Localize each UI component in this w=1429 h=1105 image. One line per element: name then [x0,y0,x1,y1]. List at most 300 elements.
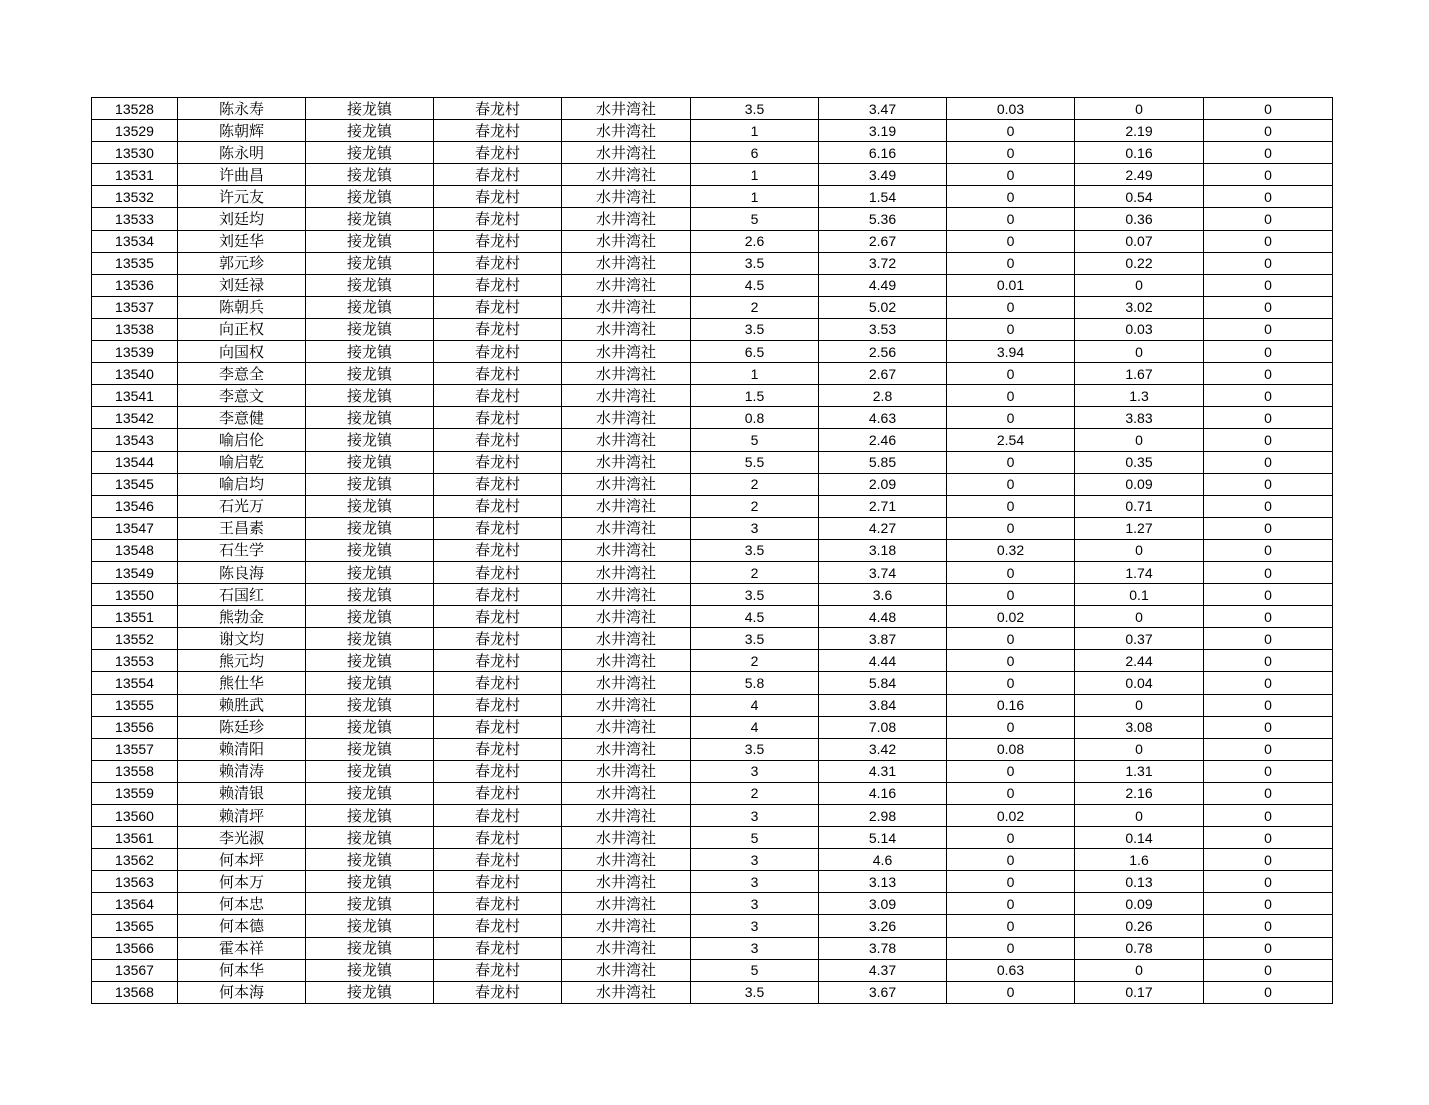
id-cell: 13557 [92,738,178,760]
value-c-cell: 0 [947,628,1075,650]
id-cell: 13550 [92,584,178,606]
id-cell: 13541 [92,385,178,407]
village-cell: 春龙村 [434,672,562,694]
group-cell: 水井湾社 [562,341,691,363]
village-cell: 春龙村 [434,539,562,561]
village-cell: 春龙村 [434,827,562,849]
data-table [91,97,1333,1004]
value-a-cell: 4.5 [691,606,819,628]
value-b-cell: 3.78 [819,937,947,959]
village-cell: 春龙村 [434,694,562,716]
value-b-cell: 3.49 [819,164,947,186]
name-cell: 王昌素 [178,517,306,539]
name-cell: 何本坪 [178,849,306,871]
group-cell: 水井湾社 [562,561,691,583]
id-cell: 13567 [92,959,178,981]
town-cell: 接龙镇 [306,738,434,760]
value-d-cell: 1.3 [1075,385,1204,407]
table-row [92,959,1333,981]
village-cell: 春龙村 [434,142,562,164]
id-cell: 13555 [92,694,178,716]
id-cell: 13564 [92,893,178,915]
table-row [92,429,1333,451]
value-e-cell: 0 [1204,230,1333,252]
group-cell: 水井湾社 [562,230,691,252]
village-cell: 春龙村 [434,385,562,407]
value-e-cell: 0 [1204,429,1333,451]
town-cell: 接龙镇 [306,694,434,716]
value-c-cell: 0.02 [947,805,1075,827]
town-cell: 接龙镇 [306,650,434,672]
value-a-cell: 4 [691,694,819,716]
table-row [92,495,1333,517]
group-cell: 水井湾社 [562,849,691,871]
name-cell: 喻启伦 [178,429,306,451]
name-cell: 陈良海 [178,561,306,583]
group-cell: 水井湾社 [562,517,691,539]
value-b-cell: 4.16 [819,782,947,804]
value-a-cell: 3.5 [691,584,819,606]
value-d-cell: 3.02 [1075,296,1204,318]
name-cell: 谢文均 [178,628,306,650]
table-row [92,230,1333,252]
value-d-cell: 0.16 [1075,142,1204,164]
group-cell: 水井湾社 [562,539,691,561]
value-b-cell: 2.67 [819,230,947,252]
value-a-cell: 1 [691,363,819,385]
value-c-cell: 0 [947,451,1075,473]
id-cell: 13561 [92,827,178,849]
value-a-cell: 3.5 [691,252,819,274]
value-a-cell: 3 [691,871,819,893]
value-d-cell: 0.71 [1075,495,1204,517]
town-cell: 接龙镇 [306,230,434,252]
value-a-cell: 1 [691,186,819,208]
value-e-cell: 0 [1204,716,1333,738]
value-d-cell: 0.09 [1075,893,1204,915]
village-cell: 春龙村 [434,650,562,672]
village-cell: 春龙村 [434,407,562,429]
name-cell: 何本万 [178,871,306,893]
value-c-cell: 0 [947,871,1075,893]
value-b-cell: 5.36 [819,208,947,230]
value-b-cell: 3.67 [819,981,947,1003]
value-d-cell: 0.17 [1075,981,1204,1003]
value-c-cell: 0.08 [947,738,1075,760]
value-d-cell: 0.37 [1075,628,1204,650]
group-cell: 水井湾社 [562,385,691,407]
value-c-cell: 0 [947,296,1075,318]
value-b-cell: 4.31 [819,760,947,782]
town-cell: 接龙镇 [306,871,434,893]
value-d-cell: 3.83 [1075,407,1204,429]
name-cell: 石生学 [178,539,306,561]
table-row [92,981,1333,1003]
id-cell: 13544 [92,451,178,473]
table-row [92,606,1333,628]
id-cell: 13562 [92,849,178,871]
town-cell: 接龙镇 [306,252,434,274]
value-a-cell: 3 [691,760,819,782]
value-c-cell: 0 [947,760,1075,782]
value-c-cell: 0 [947,937,1075,959]
value-d-cell: 1.31 [1075,760,1204,782]
group-cell: 水井湾社 [562,318,691,340]
table-row [92,98,1333,120]
value-d-cell: 0.22 [1075,252,1204,274]
village-cell: 春龙村 [434,495,562,517]
value-a-cell: 3.5 [691,318,819,340]
group-cell: 水井湾社 [562,451,691,473]
group-cell: 水井湾社 [562,120,691,142]
table-row [92,208,1333,230]
group-cell: 水井湾社 [562,208,691,230]
group-cell: 水井湾社 [562,760,691,782]
value-e-cell: 0 [1204,871,1333,893]
value-e-cell: 0 [1204,628,1333,650]
town-cell: 接龙镇 [306,495,434,517]
name-cell: 熊元均 [178,650,306,672]
group-cell: 水井湾社 [562,937,691,959]
value-a-cell: 3 [691,849,819,871]
id-cell: 13534 [92,230,178,252]
value-d-cell: 2.49 [1075,164,1204,186]
group-cell: 水井湾社 [562,694,691,716]
town-cell: 接龙镇 [306,849,434,871]
value-e-cell: 0 [1204,142,1333,164]
value-a-cell: 3.5 [691,738,819,760]
village-cell: 春龙村 [434,451,562,473]
id-cell: 13528 [92,98,178,120]
value-e-cell: 0 [1204,738,1333,760]
table-row [92,363,1333,385]
value-b-cell: 2.8 [819,385,947,407]
value-a-cell: 4 [691,716,819,738]
town-cell: 接龙镇 [306,893,434,915]
value-a-cell: 2 [691,296,819,318]
value-d-cell: 1.74 [1075,561,1204,583]
table-row [92,738,1333,760]
village-cell: 春龙村 [434,363,562,385]
value-c-cell: 0 [947,120,1075,142]
value-e-cell: 0 [1204,164,1333,186]
id-cell: 13565 [92,915,178,937]
value-a-cell: 5 [691,959,819,981]
id-cell: 13530 [92,142,178,164]
group-cell: 水井湾社 [562,716,691,738]
value-b-cell: 4.37 [819,959,947,981]
group-cell: 水井湾社 [562,363,691,385]
value-b-cell: 5.84 [819,672,947,694]
value-b-cell: 5.85 [819,451,947,473]
id-cell: 13546 [92,495,178,517]
table-row [92,142,1333,164]
id-cell: 13543 [92,429,178,451]
group-cell: 水井湾社 [562,827,691,849]
group-cell: 水井湾社 [562,738,691,760]
village-cell: 春龙村 [434,274,562,296]
table-body [92,98,1333,1004]
town-cell: 接龙镇 [306,186,434,208]
value-e-cell: 0 [1204,385,1333,407]
value-c-cell: 0 [947,561,1075,583]
name-cell: 何本德 [178,915,306,937]
value-e-cell: 0 [1204,208,1333,230]
value-e-cell: 0 [1204,937,1333,959]
value-c-cell: 0.01 [947,274,1075,296]
table-row [92,451,1333,473]
value-e-cell: 0 [1204,318,1333,340]
village-cell: 春龙村 [434,473,562,495]
village-cell: 春龙村 [434,937,562,959]
village-cell: 春龙村 [434,849,562,871]
id-cell: 13538 [92,318,178,340]
value-c-cell: 0 [947,650,1075,672]
value-e-cell: 0 [1204,782,1333,804]
table-row [92,915,1333,937]
value-e-cell: 0 [1204,893,1333,915]
value-d-cell: 0.26 [1075,915,1204,937]
name-cell: 向正权 [178,318,306,340]
value-e-cell: 0 [1204,981,1333,1003]
value-b-cell: 5.02 [819,296,947,318]
value-b-cell: 4.48 [819,606,947,628]
group-cell: 水井湾社 [562,981,691,1003]
value-d-cell: 2.16 [1075,782,1204,804]
value-d-cell: 0 [1075,98,1204,120]
village-cell: 春龙村 [434,98,562,120]
value-b-cell: 3.6 [819,584,947,606]
group-cell: 水井湾社 [562,495,691,517]
value-e-cell: 0 [1204,407,1333,429]
value-e-cell: 0 [1204,98,1333,120]
town-cell: 接龙镇 [306,561,434,583]
table-row [92,694,1333,716]
value-a-cell: 3.5 [691,628,819,650]
id-cell: 13552 [92,628,178,650]
value-c-cell: 0 [947,318,1075,340]
value-d-cell: 0.36 [1075,208,1204,230]
table-row [92,716,1333,738]
village-cell: 春龙村 [434,429,562,451]
table-row [92,407,1333,429]
table-row [92,252,1333,274]
name-cell: 李意健 [178,407,306,429]
value-e-cell: 0 [1204,517,1333,539]
table-row [92,274,1333,296]
value-d-cell: 0 [1075,274,1204,296]
value-a-cell: 3 [691,517,819,539]
group-cell: 水井湾社 [562,672,691,694]
group-cell: 水井湾社 [562,98,691,120]
town-cell: 接龙镇 [306,120,434,142]
town-cell: 接龙镇 [306,915,434,937]
value-b-cell: 3.18 [819,539,947,561]
value-b-cell: 4.44 [819,650,947,672]
village-cell: 春龙村 [434,164,562,186]
value-b-cell: 6.16 [819,142,947,164]
value-a-cell: 2 [691,782,819,804]
value-c-cell: 0 [947,230,1075,252]
group-cell: 水井湾社 [562,893,691,915]
town-cell: 接龙镇 [306,716,434,738]
village-cell: 春龙村 [434,186,562,208]
value-e-cell: 0 [1204,694,1333,716]
town-cell: 接龙镇 [306,539,434,561]
value-e-cell: 0 [1204,539,1333,561]
group-cell: 水井湾社 [562,142,691,164]
group-cell: 水井湾社 [562,915,691,937]
table-row [92,120,1333,142]
name-cell: 赖胜武 [178,694,306,716]
group-cell: 水井湾社 [562,782,691,804]
value-c-cell: 0 [947,893,1075,915]
id-cell: 13532 [92,186,178,208]
value-c-cell: 0.03 [947,98,1075,120]
value-c-cell: 3.94 [947,341,1075,363]
village-cell: 春龙村 [434,628,562,650]
village-cell: 春龙村 [434,981,562,1003]
name-cell: 赖清涛 [178,760,306,782]
town-cell: 接龙镇 [306,451,434,473]
group-cell: 水井湾社 [562,584,691,606]
value-a-cell: 3.5 [691,539,819,561]
id-cell: 13559 [92,782,178,804]
name-cell: 陈朝辉 [178,120,306,142]
name-cell: 赖清阳 [178,738,306,760]
id-cell: 13548 [92,539,178,561]
name-cell: 陈朝兵 [178,296,306,318]
table-row [92,827,1333,849]
value-e-cell: 0 [1204,473,1333,495]
value-b-cell: 1.54 [819,186,947,208]
value-a-cell: 2.6 [691,230,819,252]
table-row [92,849,1333,871]
value-c-cell: 0 [947,186,1075,208]
name-cell: 李意全 [178,363,306,385]
value-e-cell: 0 [1204,296,1333,318]
town-cell: 接龙镇 [306,407,434,429]
table-row [92,782,1333,804]
value-b-cell: 2.71 [819,495,947,517]
table-row [92,584,1333,606]
name-cell: 石国红 [178,584,306,606]
value-e-cell: 0 [1204,495,1333,517]
village-cell: 春龙村 [434,584,562,606]
name-cell: 刘廷禄 [178,274,306,296]
village-cell: 春龙村 [434,915,562,937]
id-cell: 13536 [92,274,178,296]
id-cell: 13533 [92,208,178,230]
name-cell: 熊仕华 [178,672,306,694]
value-d-cell: 0 [1075,429,1204,451]
group-cell: 水井湾社 [562,164,691,186]
table-row [92,672,1333,694]
value-c-cell: 0 [947,495,1075,517]
value-e-cell: 0 [1204,849,1333,871]
value-c-cell: 0 [947,849,1075,871]
value-b-cell: 4.63 [819,407,947,429]
id-cell: 13563 [92,871,178,893]
value-e-cell: 0 [1204,561,1333,583]
value-a-cell: 3.5 [691,98,819,120]
value-d-cell: 0 [1075,805,1204,827]
value-b-cell: 4.27 [819,517,947,539]
name-cell: 何本忠 [178,893,306,915]
table-row [92,539,1333,561]
value-c-cell: 0 [947,208,1075,230]
name-cell: 向国权 [178,341,306,363]
value-b-cell: 4.6 [819,849,947,871]
village-cell: 春龙村 [434,606,562,628]
id-cell: 13540 [92,363,178,385]
id-cell: 13547 [92,517,178,539]
table-row [92,760,1333,782]
name-cell: 许元友 [178,186,306,208]
value-c-cell: 0 [947,915,1075,937]
town-cell: 接龙镇 [306,318,434,340]
value-d-cell: 0.1 [1075,584,1204,606]
town-cell: 接龙镇 [306,296,434,318]
id-cell: 13553 [92,650,178,672]
town-cell: 接龙镇 [306,959,434,981]
town-cell: 接龙镇 [306,429,434,451]
value-a-cell: 3 [691,915,819,937]
village-cell: 春龙村 [434,208,562,230]
value-e-cell: 0 [1204,760,1333,782]
group-cell: 水井湾社 [562,186,691,208]
value-d-cell: 0.07 [1075,230,1204,252]
group-cell: 水井湾社 [562,650,691,672]
id-cell: 13535 [92,252,178,274]
value-a-cell: 1.5 [691,385,819,407]
value-e-cell: 0 [1204,252,1333,274]
value-b-cell: 3.84 [819,694,947,716]
town-cell: 接龙镇 [306,628,434,650]
value-e-cell: 0 [1204,805,1333,827]
value-c-cell: 0 [947,716,1075,738]
table-row [92,517,1333,539]
value-b-cell: 4.49 [819,274,947,296]
table-row [92,318,1333,340]
group-cell: 水井湾社 [562,871,691,893]
value-e-cell: 0 [1204,451,1333,473]
value-e-cell: 0 [1204,120,1333,142]
value-d-cell: 1.27 [1075,517,1204,539]
name-cell: 霍本祥 [178,937,306,959]
value-d-cell: 0.54 [1075,186,1204,208]
value-c-cell: 2.54 [947,429,1075,451]
table-row [92,473,1333,495]
town-cell: 接龙镇 [306,142,434,164]
town-cell: 接龙镇 [306,937,434,959]
town-cell: 接龙镇 [306,805,434,827]
value-d-cell: 3.08 [1075,716,1204,738]
value-b-cell: 3.53 [819,318,947,340]
name-cell: 陈廷珍 [178,716,306,738]
table-row [92,650,1333,672]
value-e-cell: 0 [1204,959,1333,981]
id-cell: 13554 [92,672,178,694]
value-d-cell: 0 [1075,539,1204,561]
value-c-cell: 0 [947,385,1075,407]
town-cell: 接龙镇 [306,782,434,804]
value-e-cell: 0 [1204,672,1333,694]
value-a-cell: 2 [691,650,819,672]
value-a-cell: 3 [691,937,819,959]
value-c-cell: 0.32 [947,539,1075,561]
value-d-cell: 0.13 [1075,871,1204,893]
